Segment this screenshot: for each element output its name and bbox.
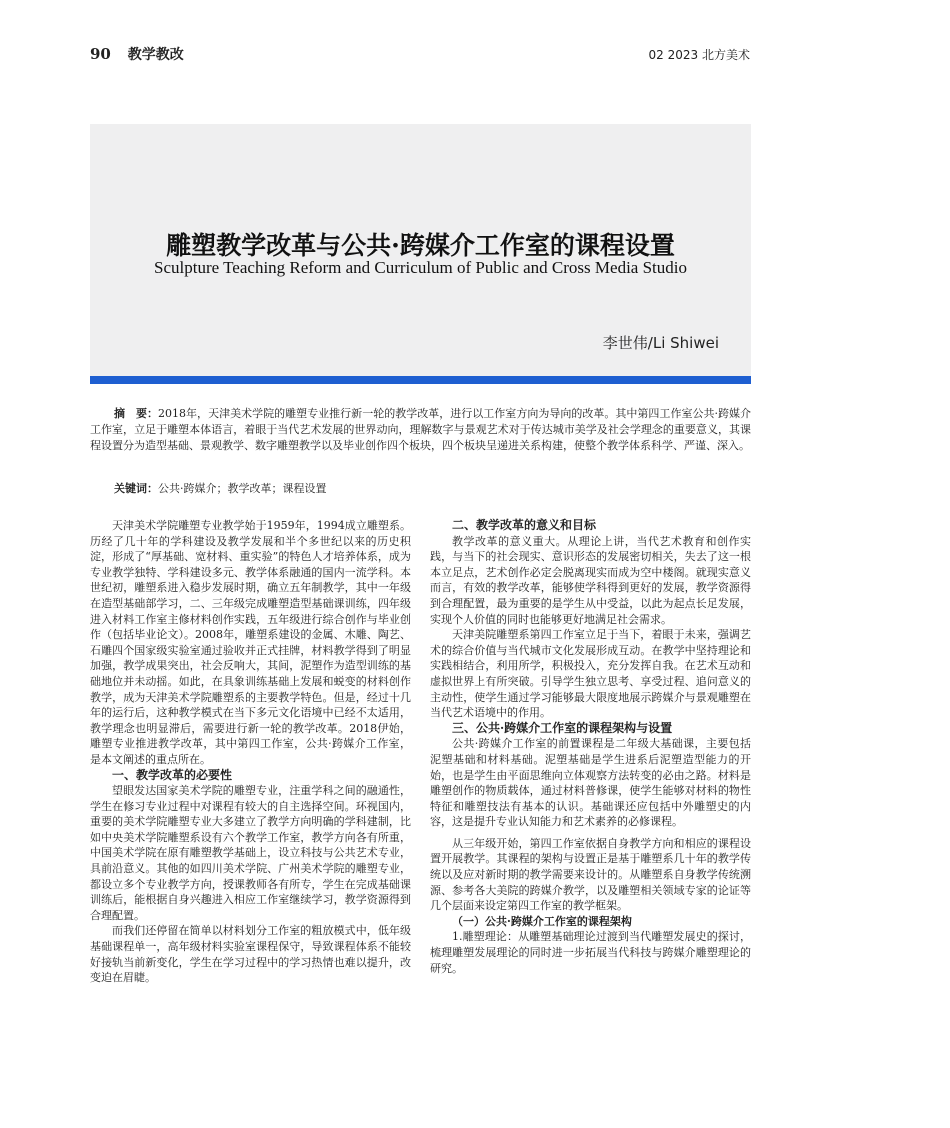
paragraph: 而我们还停留在简单以材料划分工作室的粗放模式中，低年级基础课程单一，高年级材料实验室课程保守，导致课程体系不能较好接轨当前新变化，学生在学习过程中的学习热情也难以提升，改变迫在眉睫。 xyxy=(90,924,411,985)
abstract xyxy=(90,406,751,454)
section-heading: 一、教学改革的必要性 xyxy=(112,767,233,782)
abstract-label: 摘 要： xyxy=(114,407,159,420)
keywords-text: 公共·跨媒介；教学改革；课程设置 xyxy=(158,482,327,495)
page-number: 90 xyxy=(90,45,111,63)
body-column-left xyxy=(90,518,411,986)
article-title-chinese: 雕塑教学改革与公共·跨媒介工作室的课程设置 xyxy=(166,231,675,260)
keywords-label: 关键词： xyxy=(114,482,158,495)
section-name: 教学教改 xyxy=(127,47,184,63)
paragraph: 教学改革的意义重大。从理论上讲，当代艺术教育和创作实践，与当下的社会现实、意识形态的发展密切相关，失去了这一根本立足点，艺术创作必定会脱离现实而成为空中楼阁。就现实意义而言，有效的教学改革，能够使学科得到更好的发展，教学资源得到合理配置，最为重要的是学生从中受益，以此为起点长足发展，实现个人价值的同时也能够更好地满足社会需求。 xyxy=(430,534,751,626)
keywords xyxy=(114,480,327,496)
article-title-english: Sculpture Teaching Reform and Curriculum of Public and Cross Media Studio xyxy=(154,258,687,277)
paragraph: 从三年级开始，第四工作室依据自身教学方向和相应的课程设置开展教学。其课程的架构与设置正是基于雕塑系几十年的教学传统以及应对新时期的教学需要来设计的。从雕塑系自身教学传统溯源、参考各大美院的跨媒介教学，以及雕塑相关领域专家的论证等几个层面来设定第四工作室的教学框架。 xyxy=(430,836,751,913)
section-heading: 三、公共·跨媒介工作室的课程架构与设置 xyxy=(452,720,673,735)
subsection-heading: （一）公共·跨媒介工作室的课程架构 xyxy=(452,914,632,928)
paragraph: 天津美术学院雕塑专业教学始于1959年，1994成立雕塑系。历经了几十年的学科建设及教学发展和半个多世纪以来的历史积淀，形成了“厚基础、宽材料、重实验”的特色人才培养体系，成为专业教学独特、学科建设多元、教学体系融通的国内一流学科。本世纪初，雕塑系进入稳步发展时期，确立五年制教学，其中一年级在造型基础部学习，二、三年级完成雕塑造型基础课训练，四年级进入材料工作室主修材料创作实践，五年级进行综合创作与毕业创作（包括毕业论文）。2008年，雕塑系建设的金属、木雕、陶艺、石雕四个国家级实验室通过验收并正式挂牌，材料教学得到了明显加强，教学成果突出，社会反响大，其间，泥塑作为造型训练的基础地位并未动摇。如此，在具象训练基础上发展和蜕变的材料创作教学，成为天津美术学院雕塑系的主要教学特色。但是，经过十几年的运行后，这种教学模式在当下多元文化语境中已经不太适用，教学理念也明显滞后，需要进行新一轮的教学改革。2018伊始，雕塑专业推进教学改革，其中第四工作室，公共·跨媒介工作室，是本文阐述的重点所在。 xyxy=(90,519,411,766)
paragraph: 1.雕塑理论：从雕塑基础理论过渡到当代雕塑发展史的探讨，梳理雕塑发展理论的同时进一步拓展当代科技与跨媒介雕塑理论的研究。 xyxy=(430,930,751,975)
running-header-left xyxy=(90,44,184,64)
section-heading: 二、教学改革的意义和目标 xyxy=(452,518,597,532)
article-author: 李世伟/Li Shiwei xyxy=(602,334,719,352)
title-accent-bar xyxy=(90,376,751,384)
paragraph: 天津美院雕塑系第四工作室立足于当下，着眼于未来，强调艺术的综合价值与当代城市文化发展形成互动。在教学中坚持理论和实践相结合，利用所学，积极投入，充分发挥自我。在艺术互动和虚拟世界上有所突破。引导学生独立思考、享受过程、追问意义的主动性，使学生通过学习能够最大限度地展示跨媒介与景观雕塑在当代艺术语境中的作用。 xyxy=(430,628,751,720)
abstract-text: 2018年，天津美术学院的雕塑专业推行新一轮的教学改革，进行以工作室方向为导向的改革。其中第四工作室公共·跨媒介工作室，立足于雕塑本体语言，着眼于当代艺术发展的世界动向，理解数字与景观艺术对于传达城市美学及社会学理念的重要意义，其课程设置分为造型基础、景观教学、数字雕塑教学以及毕业创作四个板块，四个板块呈递进关系构建，使整个教学体系科学、严谨、深入。 xyxy=(90,407,751,452)
paragraph: 公共·跨媒介工作室的前置课程是二年级大基础课，主要包括泥塑基础和材料基础。泥塑基础是学生进系后泥塑造型能力的开始，也是学生由平面思维向立体观察方法转变的必由之路。材料是雕塑创作的物质载体，通过材料普修课，使学生能够对材料的物性特征和雕塑技法有基本的认识。基础课还应包括中外雕塑史的内容，这是提升专业认知能力和艺术素养的必修课程。 xyxy=(430,737,751,829)
journal-issue: 02 2023 北方美术 xyxy=(648,48,750,62)
paragraph: 望眼发达国家美术学院的雕塑专业，注重学科之间的融通性，学生在修习专业过程中对课程有较大的自主选择空间。环视国内，重要的美术学院雕塑专业大多建立了教学方向明确的学科建制，比如中央美术学院雕塑系设有六个教学工作室，教学方向各有所重，中国美术学院在原有雕塑教学基础上，设立科技与公共艺术专业，具前沿意义。其他的如四川美术学院、广州美术学院的雕塑专业，都设立多个专业教学方向，授课教师各有所专，学生在完成基础课训练后，能根据自身兴趣进入相应工作室继续学习，教学资源得到合理配置。 xyxy=(90,784,411,922)
body-column-right xyxy=(430,518,751,976)
title-banner xyxy=(90,124,751,376)
